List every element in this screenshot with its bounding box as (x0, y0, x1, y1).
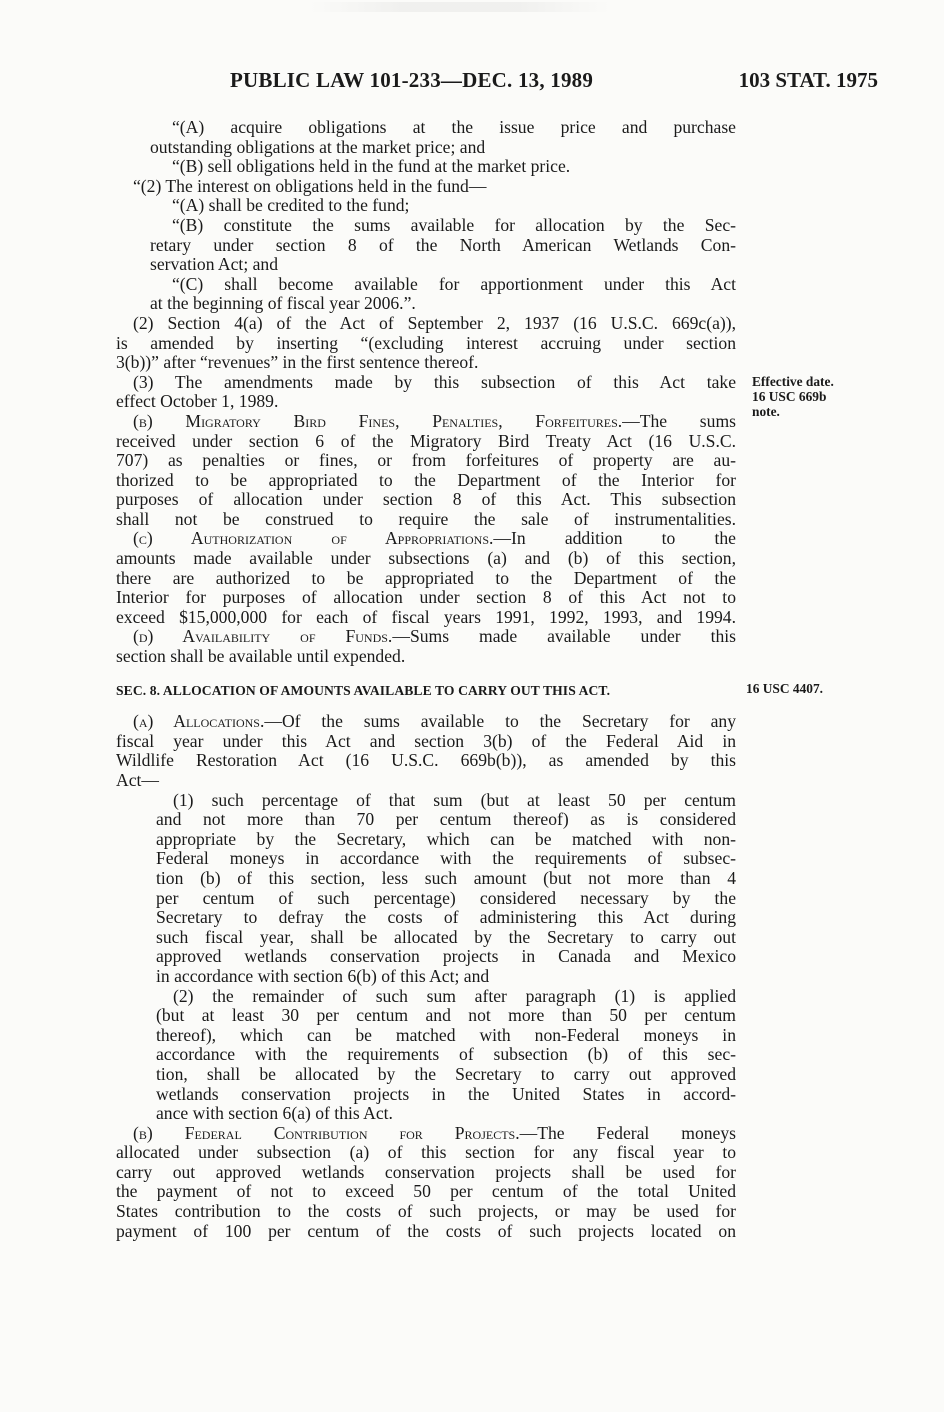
text-line: ance with section 6(a) of this Act. (156, 1103, 393, 1124)
subsection-heading: (c) Authorization of Appropriations. (133, 528, 494, 549)
text-line: Secretary to defray the costs of administering this Act during (156, 907, 736, 928)
text-run: —In addition to the (493, 528, 736, 549)
text-line: (2) the remainder of such sum after paragraph (1) is applied (173, 985, 736, 1006)
text-line: and not more than 70 per centum thereof) as is considered (156, 809, 736, 830)
subsection-d-line (116, 627, 736, 647)
text-line: “(A) acquire obligations at the issue price and purchase (172, 117, 736, 137)
subsection-a-line (116, 712, 736, 732)
margin-note-sec8: 16 USC 4407. (746, 681, 824, 696)
subsection-heading: (b) Migratory Bird Fines, Penalties, Forfeitures. (133, 410, 623, 431)
text-line: (1) such percentage of that sum (but at least 50 per centum (173, 789, 736, 810)
text-line: section shall be available until expended. (116, 646, 406, 667)
subsection-b-line (116, 412, 736, 432)
text-line: 707) as penalties or fines, or from forfeitures of property are au- (116, 450, 736, 471)
text-line: thereof), which can be matched with non-Federal moneys in (156, 1024, 736, 1045)
margin-note-line: note. (752, 404, 780, 419)
margin-note-line: Effective date. (752, 374, 834, 389)
text-line: Interior for purposes of allocation under section 8 of this Act not to (116, 587, 736, 608)
subsection-heading: (a) Allocations. (133, 711, 265, 732)
subsection-c-line (116, 529, 736, 549)
text-line: is amended by inserting “(excluding interest accruing under section (116, 332, 736, 353)
text-line: per centum of such percentage) considered necessary by the (156, 887, 736, 908)
subsection-heading: (d) Availability of Funds. (133, 626, 393, 647)
text-line: “(B) constitute the sums available for allocation by the Sec- (172, 214, 736, 235)
text-line: “(A) shall be credited to the fund; (172, 195, 410, 216)
text-line: payment of 100 per centum of the costs of such projects located on (116, 1220, 736, 1241)
text-line: 3(b))” after “revenues” in the first sentence thereof. (116, 352, 479, 373)
text-line: “(B) sell obligations held in the fund at the market price. (172, 156, 571, 177)
text-line: wetlands conservation projects in the United States in accord- (156, 1083, 736, 1104)
text-line: “(C) shall become available for apportionment under this Act (172, 273, 736, 294)
text-run: —The Federal moneys (519, 1122, 737, 1143)
text-line: carry out approved wetlands conservation projects shall be used for (116, 1161, 736, 1182)
text-line: effect October 1, 1989. (116, 391, 279, 412)
text-line: fiscal year under this Act and section 3(b) of the Federal Aid in (116, 730, 736, 751)
text-line: at the beginning of fiscal year 2006.”. (150, 293, 416, 314)
margin-note-effective-date (752, 374, 882, 419)
text-line: received under section 6 of the Migratory Bird Treaty Act (16 U.S.C. (116, 430, 736, 451)
bleed-through-mark (310, 2, 610, 12)
text-line: approved wetlands conservation projects in Canada and Mexico (156, 946, 736, 967)
text-run: —The sums (622, 410, 736, 431)
text-line: thorized to be appropriated to the Department of the Interior for (116, 469, 736, 490)
text-run: —Sums made available under this (392, 626, 737, 647)
text-line: shall not be construed to require the sale of instrumentalities. (116, 508, 736, 529)
text-line: there are authorized to be appropriated to the Department of the (116, 567, 736, 588)
text-line: (3) The amendments made by this subsection of this Act take (133, 371, 736, 392)
page-header-title: PUBLIC LAW 101-233—DEC. 13, 1989 (230, 68, 594, 92)
text-line: such fiscal year, shall be allocated by the Secretary to carry out (156, 926, 736, 947)
text-line: (2) Section 4(a) of the Act of September 2, 1937 (16 U.S.C. 669c(a)), (133, 312, 736, 333)
page-header-stat: 103 STAT. 1975 (738, 68, 878, 92)
text-line: servation Act; and (150, 254, 279, 275)
text-line: (but at least 30 per centum and not more than 50 per centum (156, 1005, 736, 1026)
text-line: the payment of not to exceed 50 per centum of the total United (116, 1181, 736, 1202)
subsection-b-fed-line (116, 1124, 736, 1144)
text-line: outstanding obligations at the market price; and (150, 136, 486, 157)
body-text (116, 118, 736, 1241)
text-line: in accordance with section 6(b) of this Act; and (156, 965, 490, 986)
text-line: tion, shall be allocated by the Secretary to carry out approved (156, 1063, 736, 1084)
text-line: amounts made available under subsections (a) and (b) of this section, (116, 548, 736, 569)
text-line: Wildlife Restoration Act (16 U.S.C. 669b(b)), as amended by this (116, 750, 736, 771)
margin-note-line: 16 USC 669b (752, 389, 827, 404)
text-line: tion (b) of this section, less such amount (but not more than 4 (156, 867, 736, 888)
text-line: exceed $15,000,000 for each of fiscal years 1991, 1992, 1993, and 1994. (116, 606, 736, 627)
text-line: purposes of allocation under section 8 of this Act. This subsection (116, 489, 736, 510)
text-line: “(2) The interest on obligations held in the fund— (133, 175, 487, 196)
section-8-heading: SEC. 8. ALLOCATION OF AMOUNTS AVAILABLE TO CARRY OUT THIS ACT. (116, 682, 611, 698)
text-line: allocated under subsection (a) of this section for any fiscal year to (116, 1142, 736, 1163)
text-line: accordance with the requirements of subsection (b) of this sec- (156, 1044, 736, 1065)
text-run: —Of the sums available to the Secretary for any (264, 711, 737, 732)
text-line: States contribution to the costs of such projects, or may be used for (116, 1201, 736, 1222)
text-line: Federal moneys in accordance with the requirements of subsec- (156, 848, 736, 869)
text-line: Act— (116, 770, 159, 790)
text-line: appropriate by the Secretary, which can be matched with non- (156, 828, 736, 849)
text-line: retary under section 8 of the North American Wetlands Con- (150, 234, 736, 255)
subsection-heading: (b) Federal Contribution for Projects. (133, 1122, 520, 1143)
